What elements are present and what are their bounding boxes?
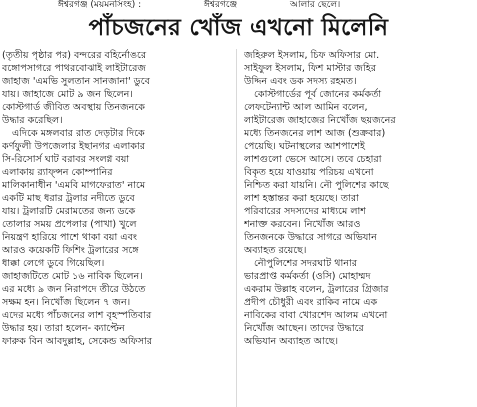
article-line: ভারপ্রাপ্ত কর্মকর্তা (ওসি) মোহাম্মদ [244, 271, 371, 282]
article-line: জহিরুল ইসলাম, চিফ অফিসার মো. [244, 50, 380, 61]
article-line: বিকৃত হয়ে যাওয়ায় পরিচয় এখনো [244, 167, 374, 178]
article-line: আরও কয়েকটি ফিশিং ট্রলারের সঙ্গে [2, 245, 139, 256]
article-line: মালিকানাধীন 'এমবি মাগফেরাত' নামে [2, 180, 146, 191]
article-line: নিশ্চিত করা যায়নি। নৌ পুলিশের কাছে [244, 180, 389, 191]
article-line: জাহাজটিতে মোট ১৬ নাবিক ছিলেন। [2, 271, 143, 282]
article-line: উদ্দিন এবং ডক সদস্য রহমত। [244, 76, 357, 87]
article-line: (তৃতীয় পৃষ্ঠার পর) বন্দরের বহির্নোঙরে [2, 50, 147, 61]
article-line: সাইফুল ইসলাম, ফিশ মাস্টার জহির [244, 63, 377, 74]
article-line: পরিবারের সদস্যদের মাধ্যমে লাশ [244, 206, 366, 217]
article-line: এদের মধ্যে পাঁচজনের লাশ বৃহস্পতিবার [2, 310, 152, 321]
article-line: শনাক্ত করবেন। নিখোঁজ আরও [244, 219, 361, 230]
article-line: পেয়েছি। ঘটনাস্থলের আশপাশেই [244, 141, 365, 152]
cutoff-text: আলার ছেলে। [290, 0, 341, 10]
section-sublabel: ঈশ্বরগঞ্জে [204, 0, 238, 10]
column-divider [236, 49, 237, 407]
article-line: এলাকায় র‌্যাফ্ন্সন কোম্পানির [2, 167, 113, 178]
article-line: লাশগুলো ভেসে আসে। তবে চেহারা [244, 154, 382, 165]
article-line: তোলার সময় প্রপেলার (পাখা) খুলে [2, 219, 137, 230]
section-header-strip [0, 0, 477, 12]
article-line: যায়। জাহাজে মোট ৯ জন ছিলেন। [2, 89, 133, 100]
article-line: নিখোঁজ আছেন। তাদের উদ্ধারে [244, 323, 364, 334]
article-line: মধ্যে তিনজনের লাশ আজ (শুক্রবার) [244, 128, 386, 139]
article-column-left [2, 49, 231, 407]
article-column-right [244, 49, 473, 407]
article-line: অভিযান অব্যাহত আছে। [244, 336, 339, 347]
article-line: অব্যাহত রয়েছে। [244, 245, 307, 256]
article-line: উদ্ধার হয়। তারা হলেন- ক্যাপ্টেন [2, 323, 125, 334]
article-line: জাহাজ 'এমভি সুলতান সানজানা' ডুবে [2, 76, 150, 87]
article-line: লেফটেন্যান্ট আল আমিন বলেন, [244, 102, 368, 113]
article-headline: পাঁচজনের খোঁজ এখনো মিলেনি [88, 15, 389, 41]
article-line: ফারুক বিন আবদুল্লাহ, সেকেন্ড অফিসার [2, 336, 153, 347]
article-line: নাবিকের বাবা খোরশেদ আলম এখনো [244, 310, 388, 321]
article-line: একরাম উল্লাহ বলেন, ট্রলারের গ্রিজার [244, 284, 389, 295]
article-line: লাইটারেজ জাহাজের নিখোঁজ ছয়জনের [244, 115, 396, 126]
article-line: কর্ণফুলী উপজেলার ইছানগর এলাকার [2, 141, 146, 152]
article-line: কোস্টগার্ড জীবিত অবস্থায় তিনজনকে [2, 102, 145, 113]
article-line: ধাক্কা লেগে ডুবে গিয়েছিল। [2, 258, 105, 269]
article-line: বঙ্গোপসাগরে পাথরবোঝাই লাইটারেজ [2, 63, 146, 74]
article-line: এদিকে মঙ্গলবার রাত দেড়টার দিকে [12, 128, 145, 139]
article-line: লাশ হস্তান্তর করা হয়েছে। তারা [244, 193, 359, 204]
article-line: সক্ষম হন। নিখোঁজ ছিলেন ৭ জন। [2, 297, 131, 308]
article-line: এর মধ্যে ৯ জন নিরাপদে তীরে উঠতে [2, 284, 146, 295]
article-line: কোস্টগার্ডের পূর্ব জোনের কর্মকর্তা [254, 89, 382, 100]
section-label: ঈশ্বরগঞ্জ (ময়মনসিংহ) : [58, 0, 142, 10]
article-line: প্রদীপ চৌধুরী এবং রাকিব নামে এক [244, 297, 378, 308]
article-line: তিনজনকে উদ্ধারে সাগরে অভিযান [244, 232, 377, 243]
article-line: যায়। ট্রলারটি মেরামতের জন্য ডকে [2, 206, 136, 217]
article-line: একটি মাছ ধরার ট্রলার নদীতে ডুবে [2, 193, 135, 204]
article-line: সি-রিসোর্স ঘাট বরাবর সংলগ্ন বয়া [2, 154, 130, 165]
article-line: নৌপুলিশের সদরঘাট থানার [254, 258, 358, 269]
article-line: উদ্ধার করেছিল। [2, 115, 63, 126]
article-line: নিয়ন্ত্রণ হারিয়ে পাশে থাকা বয়া এবং [2, 232, 138, 243]
